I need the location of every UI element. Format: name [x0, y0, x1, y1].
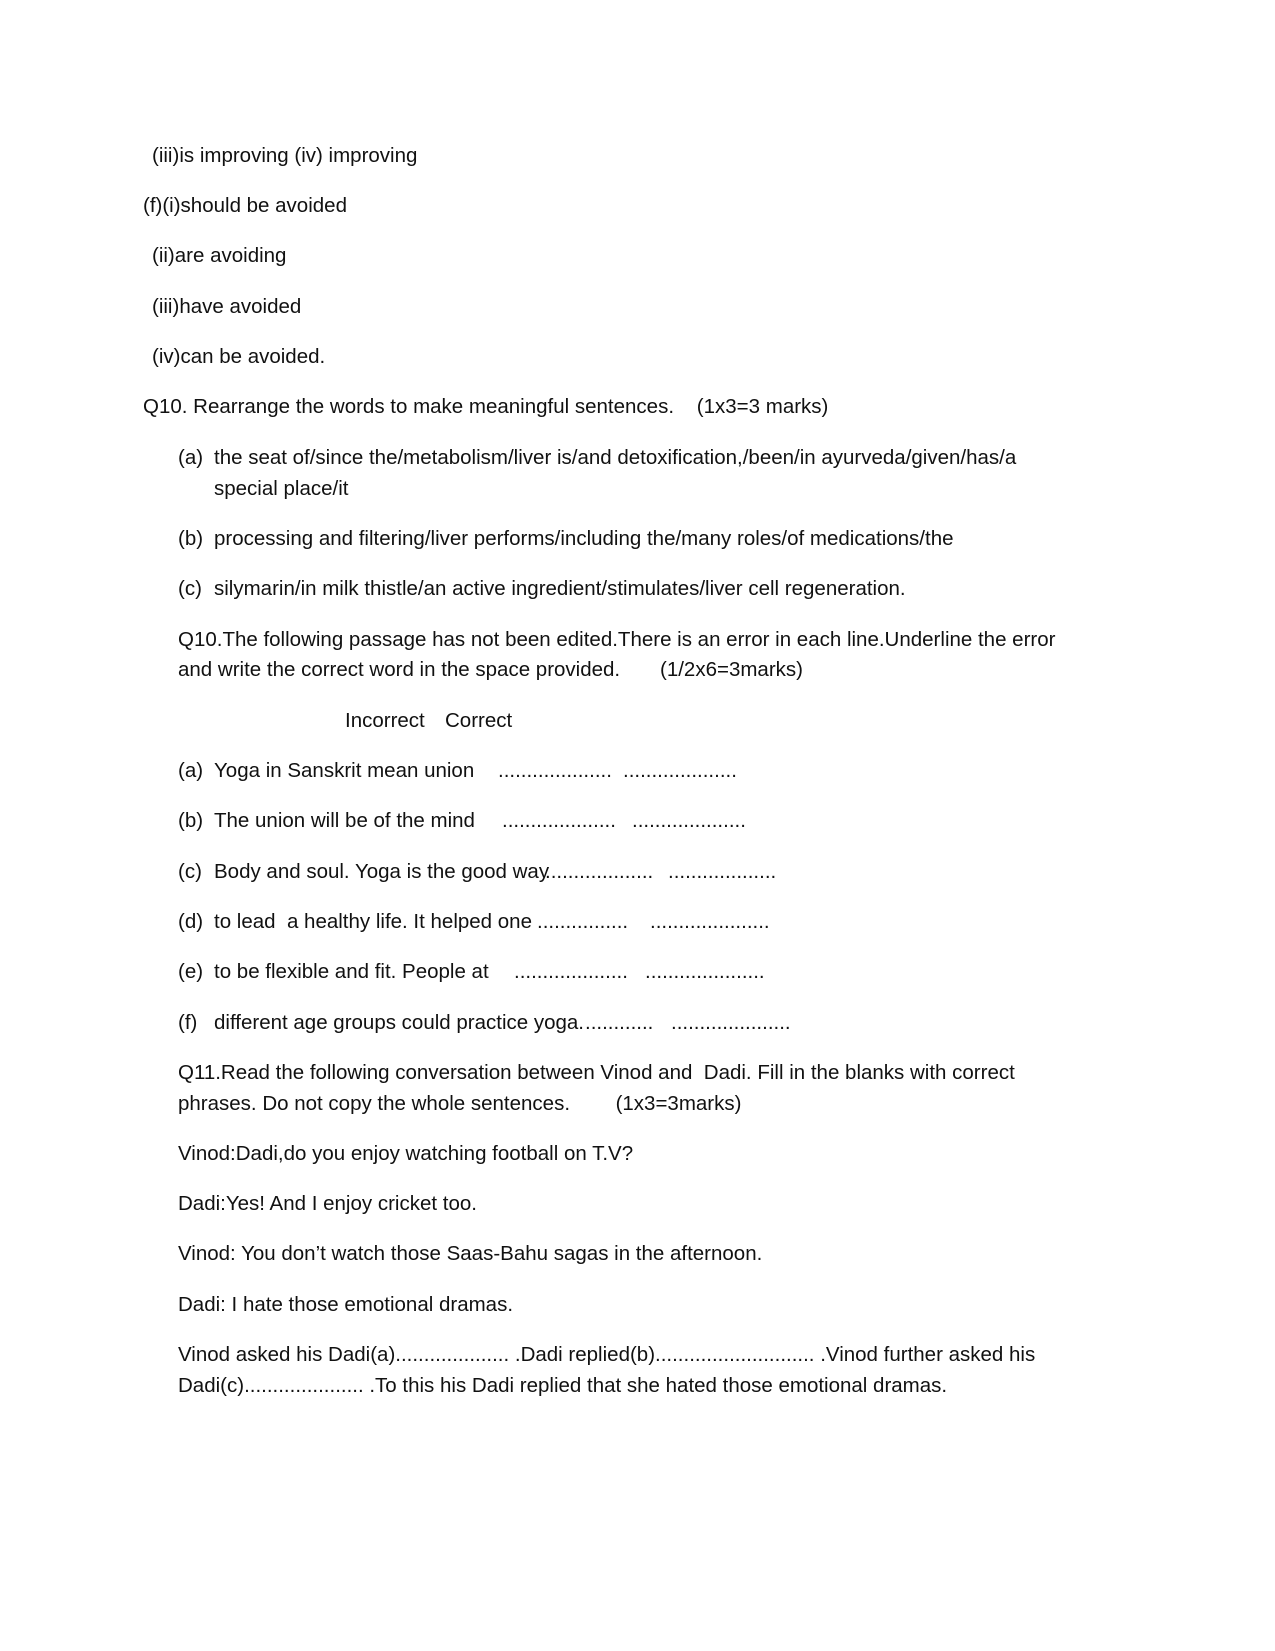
- q10-edit-heading-line1: Q10.The following passage has not been edited.There is an error in each line.Underline the error: [178, 628, 1056, 651]
- dialogue-line: Dadi:Yes! And I enjoy cricket too.: [178, 1192, 477, 1215]
- answer-e-iii-iv: (iii)is improving (iv) improving: [152, 144, 418, 167]
- answer-f-iii: (iii)have avoided: [152, 295, 302, 318]
- dialogue-line: Vinod: You don’t watch those Saas-Bahu sagas in the afternoon.: [178, 1242, 763, 1265]
- column-correct: Correct: [445, 709, 513, 732]
- reported-speech-line1: Vinod asked his Dadi(a).................... .Dadi replied(b)............................ .Vinod further asked his: [178, 1343, 1036, 1366]
- q11-heading-line2: phrases. Do not copy the whole sentences. (1x3=3marks): [178, 1092, 742, 1115]
- item-label: (a): [178, 759, 204, 782]
- rearrange-item-b: processing and filtering/liver performs/including the/many roles/of medications/the: [214, 527, 954, 550]
- correct-blank[interactable]: .....................: [645, 960, 765, 983]
- q11-heading-line1: Q11.Read the following conversation between Vinod and Dadi. Fill in the blanks with correct: [178, 1061, 1015, 1084]
- edit-row-text: Body and soul. Yoga is the good way: [214, 860, 550, 883]
- column-incorrect: Incorrect: [345, 709, 425, 732]
- edit-row-text: Yoga in Sanskrit mean union: [214, 759, 475, 782]
- incorrect-blank[interactable]: ................: [537, 910, 629, 933]
- edit-row-text: different age groups could practice yoga.: [214, 1011, 585, 1034]
- item-label: (b): [178, 809, 204, 832]
- item-label: (d): [178, 910, 204, 933]
- answer-f-ii: (ii)are avoiding: [152, 244, 287, 267]
- item-label: (c): [178, 860, 202, 883]
- correct-blank[interactable]: .....................: [671, 1011, 791, 1034]
- edit-row-text: to be flexible and fit. People at: [214, 960, 489, 983]
- rearrange-item-a-line1: the seat of/since the/metabolism/liver is/and detoxification,/been/in ayurveda/given/has/a: [214, 446, 1017, 469]
- correct-blank[interactable]: ....................: [623, 759, 737, 782]
- edit-row-text: The union will be of the mind: [214, 809, 475, 832]
- reported-speech-line2: Dadi(c)..................... .To this his Dadi replied that she hated those emotional dramas.: [178, 1374, 948, 1397]
- dialogue-line: Dadi: I hate those emotional dramas.: [178, 1293, 514, 1316]
- incorrect-blank[interactable]: ....................: [514, 960, 628, 983]
- q10-rearrange-heading: Q10. Rearrange the words to make meaningful sentences. (1x3=3 marks): [143, 395, 829, 418]
- answer-f-iv: (iv)can be avoided.: [152, 345, 326, 368]
- incorrect-blank[interactable]: ....................: [502, 809, 616, 832]
- item-label: (a): [178, 446, 204, 469]
- item-label: (f): [178, 1011, 198, 1034]
- q10-edit-heading-line2: and write the correct word in the space provided. (1/2x6=3marks): [178, 658, 803, 681]
- rearrange-item-c: silymarin/in milk thistle/an active ingredient/stimulates/liver cell regeneration.: [214, 577, 906, 600]
- correct-blank[interactable]: ...................: [668, 860, 777, 883]
- correct-blank[interactable]: .....................: [650, 910, 770, 933]
- edit-row-text: to lead a healthy life. It helped one: [214, 910, 532, 933]
- item-label: (e): [178, 960, 204, 983]
- incorrect-blank[interactable]: ............: [585, 1011, 654, 1034]
- item-label: (b): [178, 527, 204, 550]
- incorrect-blank[interactable]: ....................: [498, 759, 612, 782]
- dialogue-line: Vinod:Dadi,do you enjoy watching football on T.V?: [178, 1142, 634, 1165]
- incorrect-blank[interactable]: ...................: [545, 860, 654, 883]
- answer-f-i: (f)(i)should be avoided: [143, 194, 347, 217]
- correct-blank[interactable]: ....................: [632, 809, 746, 832]
- item-label: (c): [178, 577, 202, 600]
- rearrange-item-a-line2: special place/it: [214, 477, 349, 500]
